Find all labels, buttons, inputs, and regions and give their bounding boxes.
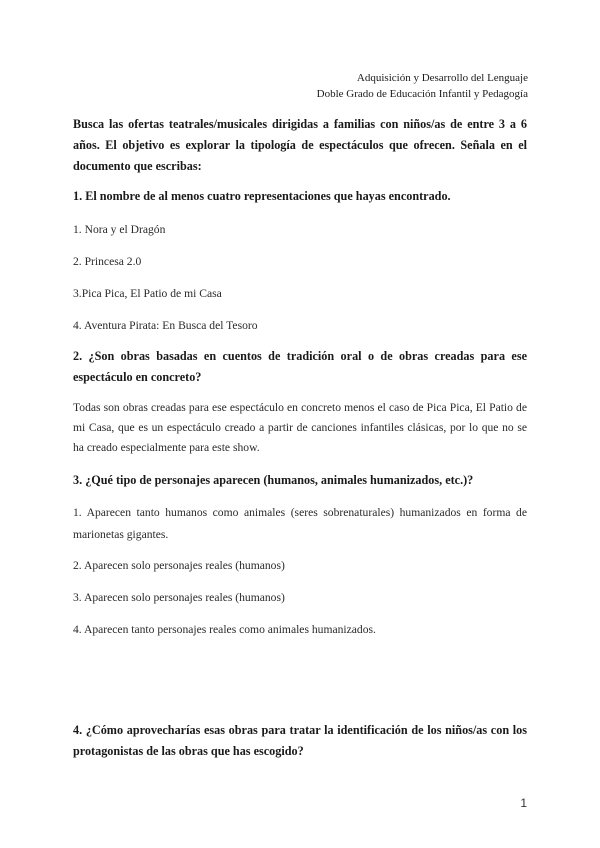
- question-2: 2. ¿Son obras basadas en cuentos de tradición oral o de obras creadas para ese espectáculo en concreto?: [73, 349, 527, 384]
- answer-3-item-3: 3. Aparecen solo personajes reales (humanos): [73, 591, 285, 604]
- document-body: [73, 114, 527, 762]
- answer-2: Todas son obras creadas para ese espectáculo en concreto menos el caso de Pica Pica, El Patio de mi Casa, que es un espectáculo creado a partir de canciones infantiles clásicas, por lo que no se ha creado especialmente para este show.: [73, 401, 527, 454]
- answer-3-item-4: 4. Aparecen tanto personajes reales como animales humanizados.: [73, 623, 376, 636]
- answer-3-item-2: 2. Aparecen solo personajes reales (humanos): [73, 559, 285, 572]
- answer-3-item-1: 1. Aparecen tanto humanos como animales (seres sobrenaturales) humanizados en forma de marionetas gigantes.: [73, 506, 527, 541]
- answer-1-item-3: 3.Pica Pica, El Patio de mi Casa: [73, 287, 222, 300]
- header-course-title: Adquisición y Desarrollo del Lenguaje: [356, 72, 528, 84]
- question-1: 1. El nombre de al menos cuatro representaciones que hayas encontrado.: [73, 189, 451, 203]
- answer-1-item-1: 1. Nora y el Dragón: [73, 223, 166, 236]
- question-4: 4. ¿Cómo aprovecharías esas obras para tratar la identificación de los niños/as con los protagonistas de las obras que has escogido?: [73, 723, 527, 758]
- question-3: 3. ¿Qué tipo de personajes aparecen (humanos, animales humanizados, etc.)?: [73, 473, 474, 487]
- answer-1-item-2: 2. Princesa 2.0: [73, 255, 142, 268]
- header-degree-title: Doble Grado de Educación Infantil y Pedagogía: [316, 88, 528, 100]
- intro-paragraph: Busca las ofertas teatrales/musicales dirigidas a familias con niños/as de entre 3 a 6 años. El objetivo es explorar la tipología de espectáculos que ofrecen. Señala en el documento que escribas:: [73, 117, 527, 173]
- answer-1-item-4: 4. Aventura Pirata: En Busca del Tesoro: [73, 319, 258, 332]
- document-header: [317, 70, 528, 102]
- page-number: 1: [520, 796, 527, 810]
